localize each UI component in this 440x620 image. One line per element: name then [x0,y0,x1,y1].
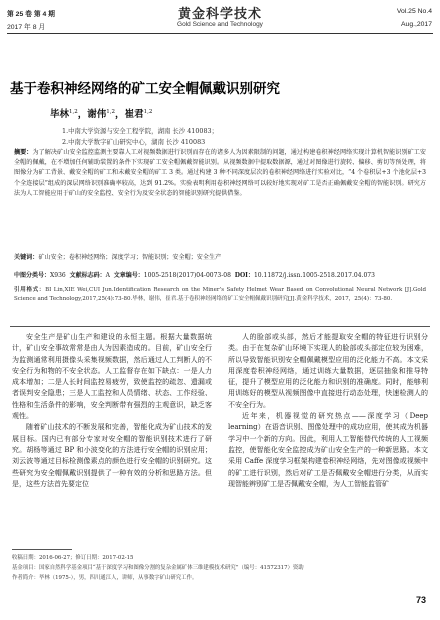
citation-format [14,286,426,304]
article-no-value: 1005-2518(2017)04-0073-08 [143,272,231,279]
date-right: Aug.,2017 [401,21,432,28]
author-affil-mark: 1,2 [143,108,153,115]
footnote-funding: 基金项目：国家自然科学基金项目“基于深度学习和图像分割的复杂金属矿体三维建模技术研究”（编号：41572317）资助 [12,565,304,571]
journal-title-en: Gold Science and Technology [177,21,263,28]
doc-code-label: 文献标志码： [69,272,106,279]
journal-title-cn: 黄金科学技术 [177,7,262,22]
author-affil-mark: 1,2 [69,108,78,115]
footnote-received: 收稿日期：2016-06-27；修订日期：2017-02-15 [12,555,134,561]
body-paragraph: 近年来，机器视觉的研究热点——深度学习（Deep learning）在语音识别、图像处理中的成功应用，使其成为机器学习中一个新的方向。因此，利用人工智能替代传统的人工视频监控，使智能化安全监控成为矿山安全生产的一种新思路。本文采用 Caffe 深度学习框架构建卷积神经网络，先对图像或视频中的矿工进行识别，然后对矿工是否佩戴安全帽进行分类，从而实现智能辨别矿工是否佩戴安全帽，为人工智能监管矿 [228,412,428,488]
footnote-author-bio: 作者简介：毕林（1975-），男，四川通江人，讲师，从事数字矿山研究工作。 [12,575,198,581]
citation-cn: 毕林，谢伟，崔君.基于卷积神经网络的矿工安全帽佩戴识别研究[J].黄金科学技术，2017，25(4)：73-80. [132,296,393,303]
article-title: 基于卷积神经网络的矿工安全帽佩戴识别研究 [10,81,280,97]
author-separator: ， [115,109,125,120]
author-line [50,106,152,120]
issue-left: 第 25 卷 第 4 期 [7,11,55,18]
author-name: 毕林 [50,109,70,120]
article-no-label: 文章编号： [113,272,144,279]
abstract-text: 为了解决矿山安全监控监测主要靠人工对视频数据进行识别而存在的诸多人为因素限制的问题，通过构建卷积神经网络实现计算机智能识别矿工安全帽的佩戴，在不增加任何辅助装置的条件下实现矿工安全帽佩戴智能识别。从视频数据中提取数据源，通过对图像进行旋转、偏移、剪切等预处理，将图像分为矿工背景、戴安全帽的矿工和未戴安全帽的矿工 3 类。通过构建 3 种不同深度层次的卷积神经网络进行实验对比，“4 个卷积层+3 个池化层+3 个全连接层”组成的深层网络识别准确率较高，达到 91.2%。实验表明利用卷积神经网络可以较好地实现对矿工是否正确佩戴安全帽的智能识别。研究方法为人工智能应用于矿山的安全监控、安全行为及安全状态的智能识别研究提供借鉴。 [14,149,427,197]
keywords-text: 矿山安全；卷积神经网络；深度学习；智能识别；安全帽；安全生产 [38,254,222,261]
citation-label: 引用格式： [14,287,46,293]
author-separator: ， [77,109,88,120]
section-divider [10,326,430,327]
classification-line [14,270,426,279]
doi-label: DOI： [234,272,254,279]
issue-right: Vol.25 No.4 [396,8,432,15]
body-paragraph: 人的脸部或头部，然后才能提取安全帽的特征进行识别分类。由于在复杂矿山环境下实现人的脸部或头部定位较为困难，所以导致智能识别安全帽佩戴模型应用的泛化能力不高。本文采用深度卷积神经网络，通过训练大量数据，逐层抽象和推导特征，提升了模型应用的泛化能力和识别的准确度。同时，能够利用训练好的模型从视频图像中直接进行动态处理，快速检测人的不安全行为。 [228,333,428,409]
abstract-label: 摘要： [14,149,33,156]
keywords [14,252,426,261]
body-paragraph: 随着矿山技术的不断发展和完善，智能化成为矿山技术的发展目标。国内已有部分专家对安全帽的智能识别技术进行了研究。胡杨等通过 BP 和小波变化的方法进行安全帽的识别应用；刘云波等通过目标检测像素点的颜色进行安全帽的识别研究。这些研究为安全帽佩戴识别提供了一种有效的分析和思路方法。但是，这些方法首先要定位 [12,423,212,488]
body-column-right [228,332,428,490]
affiliation: 1.中南大学资源与安全工程学院，湖南 长沙 410083； [62,127,218,135]
doc-code-value: A [105,272,110,279]
doi-value: 10.11872/j.issn.1005-2518.2017.04.073 [253,272,375,279]
abstract [14,148,426,199]
author-name: 崔君 [124,109,144,120]
footnote-rule [12,549,72,550]
citation-en: BI Lin,XIE Wei,CUI Jun.Identification Research on the Miner’s Safety Helmet Wear Based on Convolutional Neural Network [J].Gold Science and Technology,2017,25(4):73-80. [14,287,426,303]
date-left: 2017 年 8 月 [7,24,46,31]
clc-value: X936 [50,272,66,279]
affiliation: 2.中南大学数字矿山研究中心，湖南 长沙 410083 [62,138,206,146]
author-name: 谢伟 [87,109,107,120]
body-paragraph: 安全生产是矿山生产和建设的永恒主题。根据大量数据统计，矿山安全事故常常是由人为因素造成的。目前，矿山安全行为监测通常利用摄像头采集视频数据，然后通过人工判断人的不安全行为和物的不安全状态。人工监督存在如下缺点：一是人力成本增加；二是人长时间监控易疲劳，致使监控的疏忽、遗漏或者误判安全隐患；三是人工监控和人员情绪、状态、工作经验、性格和生活条件的影响，安全判断带有强烈的主观意识，缺乏客观性。 [12,333,212,421]
author-affil-mark: 1,2 [106,108,116,115]
clc-label: 中图分类号： [14,272,51,279]
body-column-left [12,332,212,490]
running-header [0,0,440,36]
keywords-label: 关键词： [14,254,39,261]
header-rule [7,33,433,34]
page-number: 73 [415,595,426,605]
